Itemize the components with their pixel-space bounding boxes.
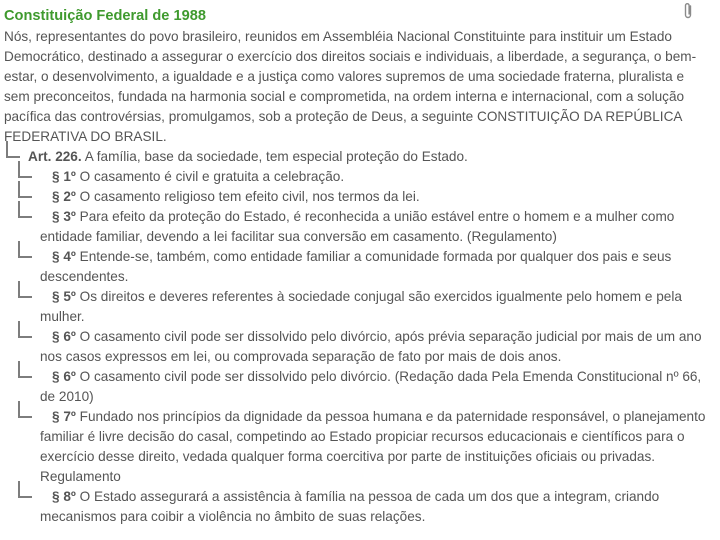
paragraph-number: § 5º <box>52 289 76 304</box>
paragraph-item <box>4 287 706 327</box>
tree-connector <box>18 321 32 338</box>
paragraph-text: O casamento civil pode ser dissolvido pelo divórcio, após prévia separação judicial por mais de um ano nos casos expressos em lei, ou comprovada separação de fato por mais de dois anos. <box>40 329 702 364</box>
tree-connector <box>18 201 32 218</box>
paragraph-item <box>4 247 706 287</box>
paragraph-item <box>4 327 706 367</box>
paragraph-item <box>4 167 706 187</box>
paragraph-list <box>4 167 706 527</box>
article-number: Art. 226. <box>28 149 82 164</box>
paragraph-number: § 7º <box>52 409 76 424</box>
paragraph-text: Para efeito da proteção do Estado, é reconhecida a união estável entre o homem e a mulher como entidade familiar, devendo a lei facilitar sua conversão em casamento. (Regulamento) <box>40 209 675 244</box>
paragraph-number: § 8º <box>52 489 76 504</box>
tree-connector <box>18 161 32 178</box>
paragraph-text: Entende-se, também, como entidade familiar a comunidade formada por qualquer dos pais e seus descendentes. <box>40 249 672 284</box>
paperclip-icon <box>682 2 694 20</box>
paragraph-text: O Estado assegurará a assistência à família na pessoa de cada um dos que a integram, criando mecanismos para coibir a violência no âmbito de suas relações. <box>40 489 660 524</box>
preamble-text: Nós, representantes do povo brasileiro, reunidos em Assembléia Nacional Constituinte para instituir um Estado Democrático, destinado a assegurar o exercício dos direitos sociais e individuais, a liberdade, a segurança, o bem-estar, o desenvolvimento, a igualdade e a justiça como valores supremos de uma sociedade fraterna, pluralista e sem preconceitos, fundada na harmonia social e comprometida, na ordem interna e internacional, com a solução pacífica das controvérsias, promulgamos, sob a proteção de Deus, a seguinte CONSTITUIÇÃO DA REPÚBLICA FEDERATIVA DO BRASIL. <box>4 29 697 144</box>
tree-connector <box>18 241 32 258</box>
paragraph-text: Os direitos e deveres referentes à sociedade conjugal são exercidos igualmente pelo homem e pela mulher. <box>40 289 682 324</box>
paragraph-text: O casamento é civil e gratuita a celebração. <box>75 169 345 184</box>
document-title: Constituição Federal de 1988 <box>4 8 206 24</box>
paragraph-text: O casamento civil pode ser dissolvido pelo divórcio. (Redação dada Pela Emenda Constitucional nº 66, de 2010) <box>40 369 702 404</box>
paragraph-item <box>4 187 706 207</box>
tree-connector <box>18 401 32 418</box>
tree-connector <box>18 481 32 498</box>
paragraph-number: § 6º <box>52 329 76 344</box>
article-text: A família, base da sociedade, tem especial proteção do Estado. <box>84 149 468 164</box>
paragraph-number: § 2º <box>52 189 76 204</box>
paragraph-text: Fundado nos princípios da dignidade da pessoa humana e da paternidade responsável, o planejamento familiar é livre decisão do casal, competindo ao Estado propiciar recursos educacionais e científicos para o exercício desse direito, vedada qualquer forma coercitiva por parte de instituições oficiais ou privadas. Regulamento <box>40 409 706 484</box>
tree-connector <box>18 181 32 198</box>
tree-connector <box>18 281 32 298</box>
paragraph-item <box>4 207 706 247</box>
paragraph-item <box>4 487 706 527</box>
tree-connector <box>6 141 20 158</box>
paragraph-number: § 1º <box>52 169 76 184</box>
paragraph-number: § 4º <box>52 249 76 264</box>
paragraph-item <box>4 407 706 487</box>
paragraph-text: O casamento religioso tem efeito civil, nos termos da lei. <box>75 189 420 204</box>
article-226 <box>4 147 706 167</box>
paragraph-number: § 6º <box>52 369 76 384</box>
paragraph-number: § 3º <box>52 209 76 224</box>
tree-connector <box>18 361 32 378</box>
paragraph-item <box>4 367 706 407</box>
